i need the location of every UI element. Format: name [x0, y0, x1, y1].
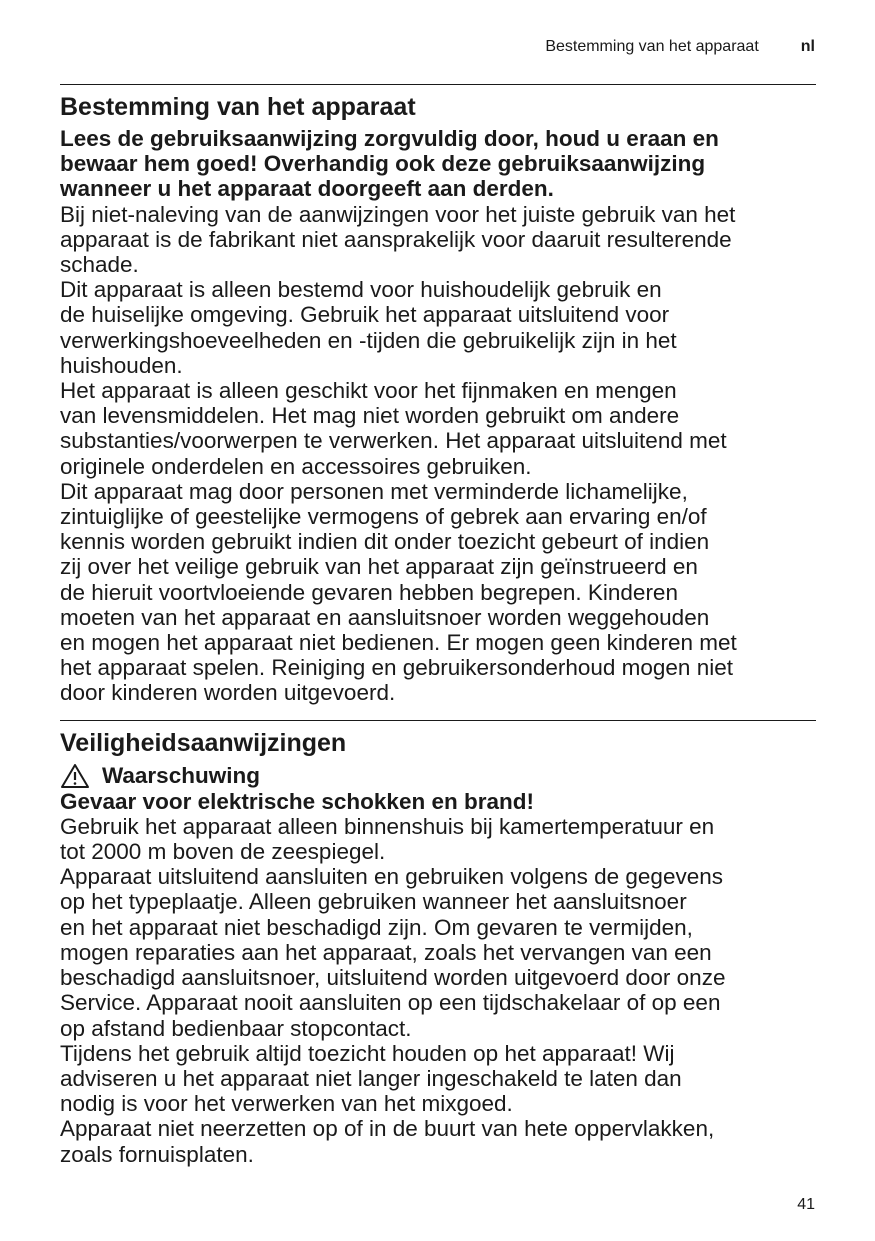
section-divider [60, 84, 816, 85]
paragraph: Tijdens het gebruik altijd toezicht houden op het apparaat! Wij adviseren u het apparaat niet langer ingeschakeld te laten dan nodig is voor het verwerken van het mixgoed. [60, 1040, 682, 1117]
page-content [60, 84, 816, 1167]
paragraph: Dit apparaat mag door personen met verminderde lichamelijke, zintuiglijke of geestelijke vermogens of gebrek aan ervaring en/of kennis worden gebruikt indien dit onder toezicht gebeurt of indien zij over het veilige gebruik van het apparaat zijn geïnstrueerd en de hieruit voortvloeiende gevaren hebben begrepen. Kinderen moeten van het apparaat en aansluitsnoer worden weggehouden en mogen het apparaat niet bedienen. Er mogen geen kinderen met het apparaat spelen. Reiniging en gebruikersonderhoud mogen niet door kinderen worden uitgevoerd. [60, 478, 737, 706]
paragraph: Bij niet-naleving van de aanwijzingen voor het juiste gebruik van het apparaat is de fabrikant niet aansprakelijk voor daaruit resulterende schade. [60, 201, 736, 278]
paragraph: Dit apparaat is alleen bestemd voor huishoudelijk gebruik en de huiselijke omgeving. Gebruik het apparaat uitsluitend voor verwerkingshoeveelheden en -tijden die gebruikelijk zijn in het huishouden. [60, 277, 677, 378]
paragraph: Gebruik het apparaat alleen binnenshuis bij kamertemperatuur en tot 2000 m boven de zeespiegel. [60, 813, 715, 865]
hazard-text: Gevaar voor elektrische schokken en brand! [60, 788, 534, 814]
section-title: Veiligheidsaanwijzingen [60, 728, 347, 757]
page-number: 41 [797, 1196, 815, 1213]
paragraph: Apparaat niet neerzetten op of in de buurt van hete oppervlakken, zoals fornuisplaten. [60, 1116, 715, 1167]
paragraph: Het apparaat is alleen geschikt voor het fijnmaken en mengen van levensmiddelen. Het mag niet worden gebruikt om andere substanties/voorwerpen te verwerken. Het apparaat uitsluitend met originele onderdelen en accessoires gebruiken. [60, 378, 727, 479]
warning-heading [60, 763, 816, 789]
section-divider [60, 720, 816, 721]
section-safety [60, 727, 816, 1167]
intro-bold-text: Lees de gebruiksaanwijzing zorgvuldig door, houd u eraan en bewaar hem goed! Overhandig ook deze gebruiksaanwijzing wanneer u het apparaat doorgeeft aan derden. [60, 126, 719, 202]
warning-triangle-icon [60, 763, 90, 789]
running-header [545, 38, 815, 56]
warning-label: Waarschuwing [102, 762, 260, 788]
header-language: nl [800, 38, 815, 55]
paragraph: Apparaat uitsluitend aansluiten en gebruiken volgens de gegevens op het typeplaatje. Alleen gebruiken wanneer het aansluitsnoer en het apparaat niet beschadigd zijn. Om gevaren te vermijden, mogen reparaties aan het apparaat, zoals het vervangen van een beschadigd aansluitsnoer, uitsluitend worden uitgevoerd door onze Service. Apparaat nooit aansluiten op een tijdschakelaar of op een op afstand bedienbaar stopcontact. [60, 864, 726, 1041]
header-section-title: Bestemming van het apparaat [545, 38, 759, 55]
section-intended-use [60, 91, 816, 706]
section-title: Bestemming van het apparaat [60, 93, 416, 121]
